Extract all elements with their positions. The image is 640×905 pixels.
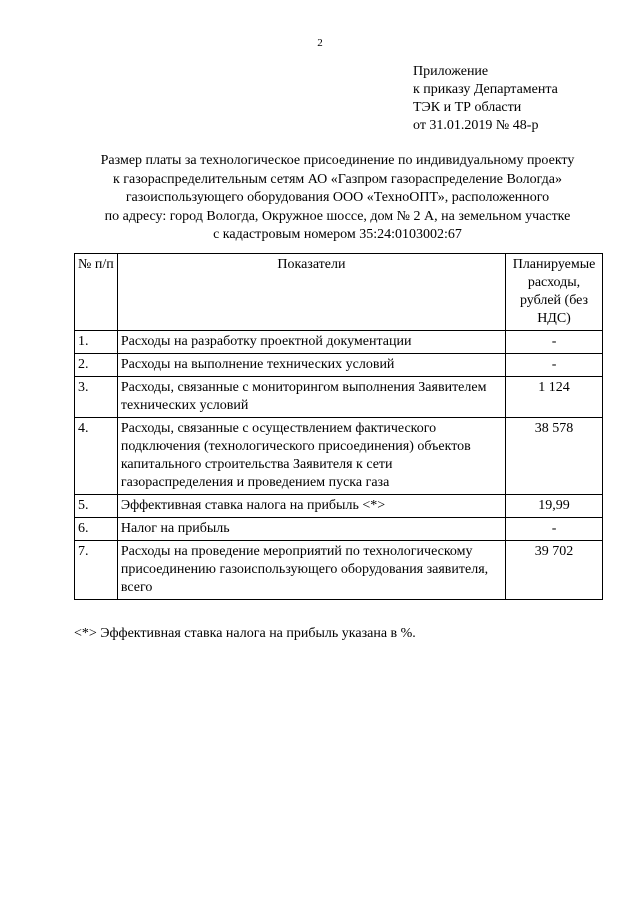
row-value: 1 124 bbox=[506, 377, 603, 418]
title-line: газоиспользующего оборудования ООО «ТехноОПТ», расположенного bbox=[125, 190, 550, 205]
row-value: - bbox=[506, 518, 603, 541]
header-value: Планируемые расходы, рублей (без НДС) bbox=[506, 254, 603, 331]
row-name: Расходы на разработку проектной документации bbox=[117, 331, 505, 354]
row-value: 19,99 bbox=[506, 495, 603, 518]
title-line: к газораспределительным сетям АО «Газпром газораспределение Вологда» bbox=[113, 171, 562, 187]
header-name: Показатели bbox=[117, 254, 505, 331]
row-name: Расходы на проведение мероприятий по технологическому присоединению газоиспользующего оборудования заявителя, всего bbox=[117, 541, 505, 600]
appendix-block bbox=[413, 63, 633, 135]
row-num: 2. bbox=[75, 354, 118, 377]
row-value: 39 702 bbox=[506, 541, 603, 600]
row-num: 3. bbox=[75, 377, 118, 418]
appendix-line: ТЭК и ТР области bbox=[413, 100, 522, 115]
row-num: 7. bbox=[75, 541, 118, 600]
appendix-line: Приложение bbox=[413, 64, 489, 79]
title-line: по адресу: город Вологда, Окружное шоссе, дом № 2 А, на земельном участке bbox=[104, 208, 571, 224]
row-name: Налог на прибыль bbox=[117, 518, 505, 541]
table-row bbox=[75, 377, 603, 418]
table-row bbox=[75, 541, 603, 600]
row-num: 1. bbox=[75, 331, 118, 354]
row-name: Эффективная ставка налога на прибыль <*> bbox=[117, 495, 505, 518]
table-header-row bbox=[75, 254, 603, 331]
page-number: 2 bbox=[317, 37, 323, 49]
row-value: - bbox=[506, 331, 603, 354]
indicators-table bbox=[74, 253, 603, 600]
table-row bbox=[75, 418, 603, 495]
row-name: Расходы, связанные с осуществлением фактического подключения (технологического присоединения) объектов капитального строительства Заявителя к сети газораспределения и проведением пуска газа bbox=[117, 418, 505, 495]
table-row bbox=[75, 331, 603, 354]
row-num: 6. bbox=[75, 518, 118, 541]
row-name: Расходы на выполнение технических условий bbox=[117, 354, 505, 377]
row-name: Расходы, связанные с мониторингом выполнения Заявителем технических условий bbox=[117, 377, 505, 418]
row-num: 4. bbox=[75, 418, 118, 495]
row-value: 38 578 bbox=[506, 418, 603, 495]
row-value: - bbox=[506, 354, 603, 377]
row-num: 5. bbox=[75, 495, 118, 518]
table-row bbox=[75, 495, 603, 518]
title-line: с кадастровым номером 35:24:0103002:67 bbox=[213, 227, 462, 242]
appendix-line: к приказу Департамента bbox=[413, 82, 558, 97]
title-line: Размер платы за технологическое присоединение по индивидуальному проекту bbox=[100, 153, 575, 168]
header-num: № п/п bbox=[75, 254, 118, 331]
table-row bbox=[75, 354, 603, 377]
footnote: <*> Эффективная ставка налога на прибыль указана в %. bbox=[74, 626, 416, 641]
document-title bbox=[60, 152, 615, 245]
table-row bbox=[75, 518, 603, 541]
appendix-line: от 31.01.2019 № 48-р bbox=[413, 118, 539, 133]
